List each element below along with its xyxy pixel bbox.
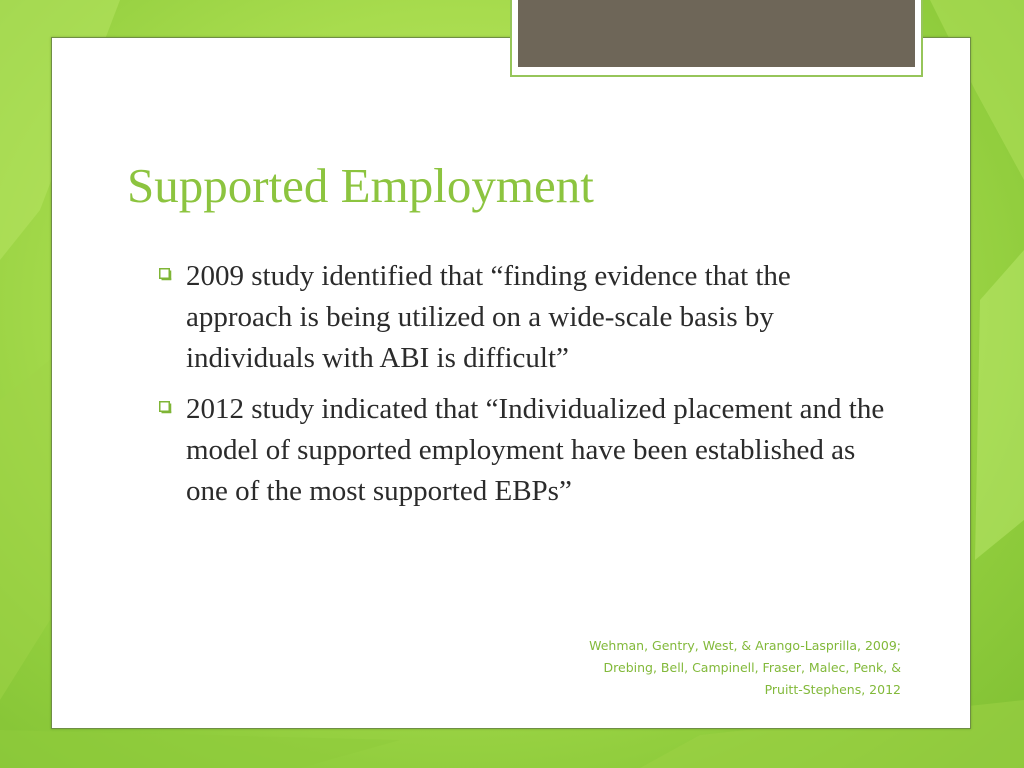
slide-title: Supported Employment — [127, 158, 594, 213]
square-bullet-icon — [159, 268, 172, 281]
bullet-item — [157, 389, 897, 512]
citation-line: Pruitt-Stephens, 2012 — [764, 682, 901, 697]
bullet-text: 2009 study identified that “finding evidence that the approach is being utilized on a wide-scale basis by individuals with ABI is difficult” — [186, 260, 791, 374]
square-bullet-icon — [159, 401, 172, 414]
citation-block — [481, 635, 901, 701]
bullet-item — [157, 256, 897, 379]
citation-line: Wehman, Gentry, West, & Arango-Lasprilla, 2009; — [589, 638, 901, 653]
bullet-list — [157, 256, 897, 522]
corner-block-decoration — [518, 0, 915, 67]
bullet-text: 2012 study indicated that “Individualized placement and the model of supported employment have been established as one of the most supported EBPs” — [186, 393, 885, 507]
citation-line: Drebing, Bell, Campinell, Fraser, Malec, Penk, & — [603, 660, 901, 675]
